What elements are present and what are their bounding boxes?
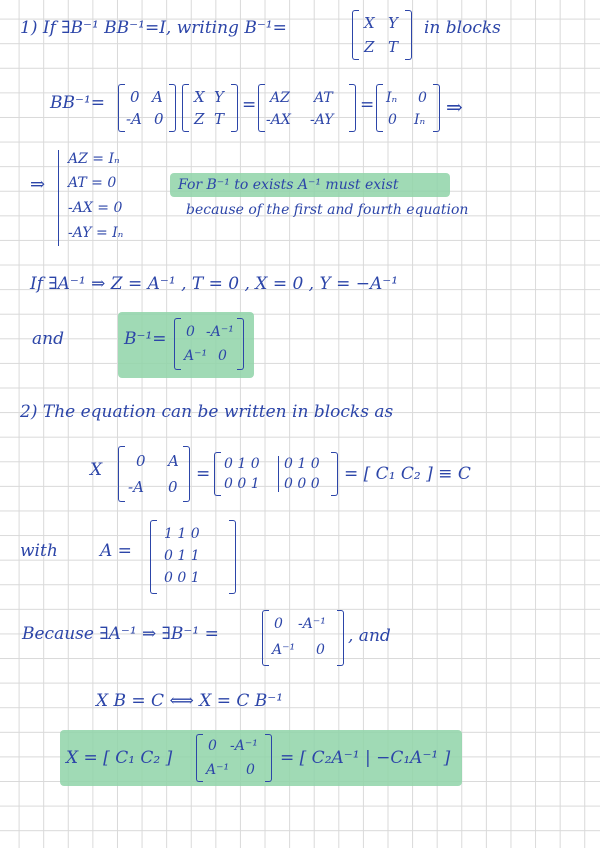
system-eq-3: -AX = 0	[68, 200, 123, 216]
cell: A	[152, 88, 163, 106]
cell: -A	[128, 478, 144, 496]
part1-heading: 1) If ∃B⁻¹ BB⁻¹=I, writing B⁻¹=	[20, 18, 287, 38]
x-label: X	[90, 460, 103, 480]
cell: X	[364, 14, 375, 32]
binv-label: B⁻¹=	[124, 329, 167, 349]
final-lhs: X = [ C₁ C₂ ]	[66, 748, 173, 768]
cell: A⁻¹	[184, 348, 208, 364]
cell: 0	[316, 642, 325, 658]
matrix-B	[118, 84, 176, 132]
c-equivalence: = [ C₁ C₂ ] ≡ C	[344, 464, 471, 484]
cell: Y	[388, 14, 398, 32]
cell: -AX	[266, 112, 291, 128]
matrix-binv-part2	[262, 610, 344, 666]
in-blocks-text: in blocks	[424, 18, 501, 38]
system-brace	[58, 150, 67, 246]
cell: T	[388, 38, 399, 56]
cell: Z	[364, 38, 375, 56]
cell: 0 0 1	[224, 476, 260, 492]
binv-block-matrix	[352, 10, 412, 60]
cell: T	[214, 110, 225, 128]
equals-sign: =	[242, 95, 257, 115]
cell: 0 0 1	[164, 570, 200, 586]
cell: 0	[246, 762, 255, 778]
implies-arrow: ⇒	[446, 95, 463, 119]
matrix-B-part2	[118, 446, 190, 502]
block-divider	[278, 456, 279, 492]
cell: A⁻¹	[206, 762, 230, 778]
cell: -AY	[310, 112, 334, 128]
bbinv-label: BB⁻¹=	[50, 93, 106, 113]
cell: 1 1 0	[164, 526, 200, 542]
cell: 0	[418, 90, 427, 106]
final-rhs: = [ C₂A⁻¹ | −C₁A⁻¹ ]	[280, 748, 451, 768]
xb-equals-c-line: X B = C ⟺ X = C B⁻¹	[96, 691, 284, 711]
cell: -A⁻¹	[230, 738, 258, 754]
and-text-2: , and	[348, 626, 391, 646]
cell: 0 1 0	[284, 456, 320, 472]
cell: 0	[186, 324, 195, 340]
because-line: Because ∃A⁻¹ ⇒ ∃B⁻¹ =	[22, 624, 219, 644]
cell: A⁻¹	[272, 642, 296, 658]
matrix-binv	[174, 318, 244, 370]
if-exists-line: If ∃A⁻¹ ⇒ Z = A⁻¹ , T = 0 , X = 0 , Y = −A⁻¹	[30, 274, 399, 294]
cell: Y	[214, 88, 224, 106]
cell: 0 0 0	[284, 476, 320, 492]
cell: A	[168, 452, 179, 470]
cell: -A⁻¹	[298, 616, 326, 632]
matrix-XYZT	[182, 84, 238, 132]
cell: 0	[218, 348, 227, 364]
cell: Iₙ	[386, 90, 398, 106]
cell: 0	[154, 110, 164, 128]
cell: Z	[194, 110, 205, 128]
cell: 0	[388, 112, 397, 128]
cell: 0	[274, 616, 283, 632]
system-eq-4: -AY = Iₙ	[68, 225, 124, 241]
cell: 0	[136, 452, 146, 470]
cell: -A	[126, 110, 142, 128]
note-highlight-text: For B⁻¹ to exists A⁻¹ must exist	[178, 177, 399, 193]
equals-sign: =	[196, 464, 211, 484]
a-label: A =	[100, 541, 132, 561]
matrix-identity	[376, 84, 440, 132]
matrix-A	[150, 520, 236, 594]
cell: X	[194, 88, 205, 106]
cell: 0 1 1	[164, 548, 200, 564]
cell: Iₙ	[414, 112, 426, 128]
system-eq-1: AZ = Iₙ	[68, 151, 120, 167]
cell: 0	[130, 88, 140, 106]
part2-heading: 2) The equation can be written in blocks as	[20, 402, 394, 422]
and-text: and	[32, 329, 64, 349]
matrix-c	[214, 452, 338, 496]
cell: AT	[314, 90, 333, 106]
matrix-final-binv	[196, 734, 272, 782]
system-eq-2: AT = 0	[68, 175, 117, 191]
cell: AZ	[270, 90, 290, 106]
note-second-line: because of the first and fourth equation	[186, 202, 469, 218]
cell: 0	[168, 478, 178, 496]
system-implies-arrow: ⇒	[30, 174, 46, 195]
cell: -A⁻¹	[206, 324, 234, 340]
cell: 0 1 0	[224, 456, 260, 472]
equals-sign: =	[360, 95, 375, 115]
matrix-product	[258, 84, 356, 132]
cell: 0	[208, 738, 217, 754]
with-text: with	[20, 541, 58, 561]
